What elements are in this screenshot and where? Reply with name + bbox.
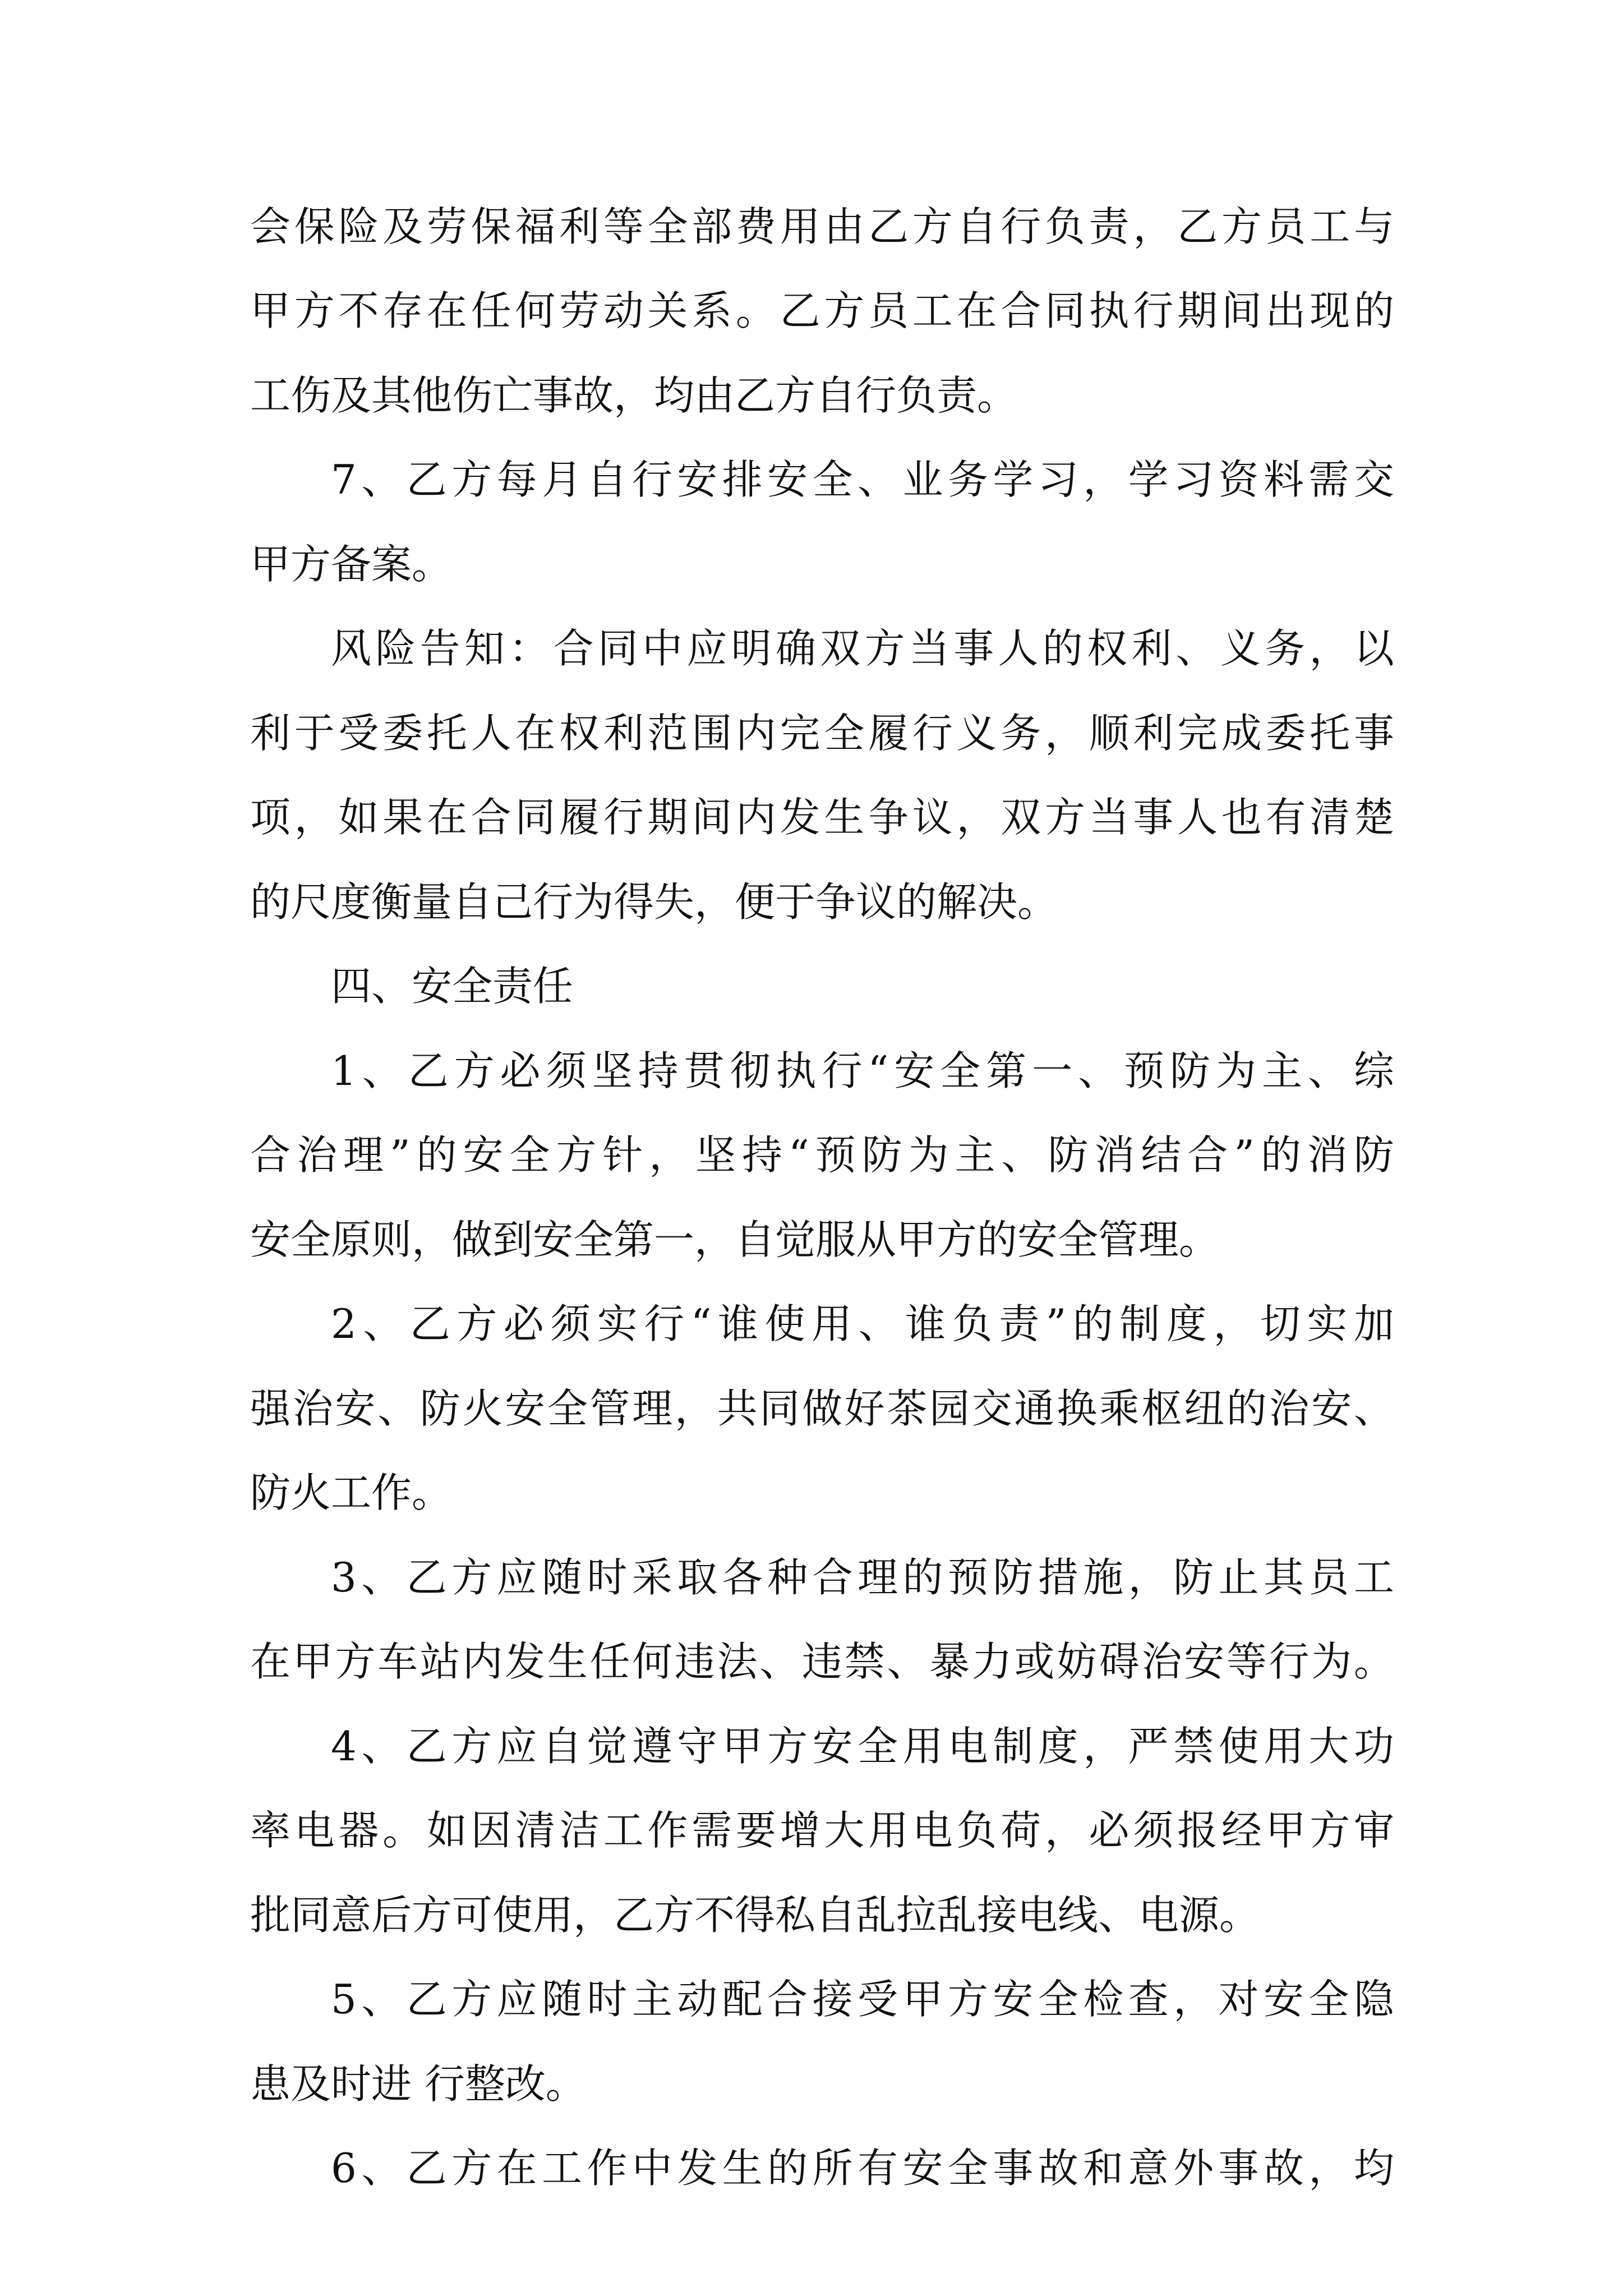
text-line: 甲方备案。 (250, 541, 453, 588)
text-line: 患及时进 行整改。 (250, 2060, 586, 2108)
text-line: 风 险 告 知 ： 合 同 中 应 明 确 双 方 当 事 人 的 权 利 、 义 务 ， 以 (331, 625, 1394, 672)
text-line: 会 保 险 及 劳 保 福 利 等 全 部 费 用 由 乙 方 自 行 负 责 ， 乙 方 员 工 与 (250, 203, 1394, 250)
text-line: 安全原则，做到安全第一，自觉服从甲方的安全管理。 (250, 1216, 1220, 1263)
text-line: 率 电 器 。 如 因 清 洁 工 作 需 要 增 大 用 电 负 荷 ， 必 须 报 经 甲 方 审 (250, 1807, 1394, 1854)
text-line: 5 、 乙 方 应 随 时 主 动 配 合 接 受 甲 方 安 全 检 查 ， 对 安 全 隐 (331, 1976, 1394, 2023)
text-line: 强 治 安 、 防 火 安 全 管 理 ， 共 同 做 好 茶 园 交 通 换 乘 枢 纽 的 治 安 、 (250, 1385, 1394, 1432)
text-line: 1 、 乙 方 必 须 坚 持 贯 彻 执 行 “ 安 全 第 一 、 预 防 为 主 、 综 (331, 1047, 1394, 1094)
text-line: 的尺度衡量自己行为得失，便于争议的解决。 (250, 878, 1058, 926)
text-line: 甲 方 不 存 在 任 何 劳 动 关 系 。 乙 方 员 工 在 合 同 执 行 期 间 出 现 的 (250, 287, 1394, 334)
text-line: 利 于 受 委 托 人 在 权 利 范 围 内 完 全 履 行 义 务 ， 顺 利 完 成 委 托 事 (250, 710, 1394, 757)
text-line: 工伤及其他伤亡事故，均由乙方自行负责。 (250, 372, 1018, 419)
text-line: 四、安全责任 (331, 963, 574, 1010)
text-line: 防火工作。 (250, 1469, 453, 1516)
text-line: 批同意后方可使用，乙方不得私自乱拉乱接电线、电源。 (250, 1892, 1260, 1939)
text-line: 3 、 乙 方 应 随 时 采 取 各 种 合 理 的 预 防 措 施 ， 防 止 其 员 工 (331, 1554, 1394, 1601)
text-line: 4 、 乙 方 应 自 觉 遵 守 甲 方 安 全 用 电 制 度 ， 严 禁 使 用 大 功 (331, 1723, 1394, 1770)
text-line: 合 治 理 ” 的 安 全 方 针 ， 坚 持 “ 预 防 为 主 、 防 消 结 合 ” 的 消 防 (250, 1131, 1394, 1179)
text-line: 项 ， 如 果 在 合 同 履 行 期 间 内 发 生 争 议 ， 双 方 当 事 人 也 有 清 楚 (250, 794, 1394, 841)
text-line: 在 甲 方 车 站 内 发 生 任 何 违 法 、 违 禁 、 暴 力 或 妨 碍 治 安 等 行 为 。 (250, 1638, 1394, 1685)
text-line: 2 、 乙 方 必 须 实 行 “ 谁 使 用 、 谁 负 责 ” 的 制 度 ， 切 实 加 (331, 1300, 1394, 1347)
text-line: 6 、 乙 方 在 工 作 中 发 生 的 所 有 安 全 事 故 和 意 外 事 故 ， 均 (331, 2145, 1394, 2192)
text-line: 7 、 乙 方 每 月 自 行 安 排 安 全 、 业 务 学 习 ， 学 习 资 料 需 交 (331, 456, 1394, 503)
